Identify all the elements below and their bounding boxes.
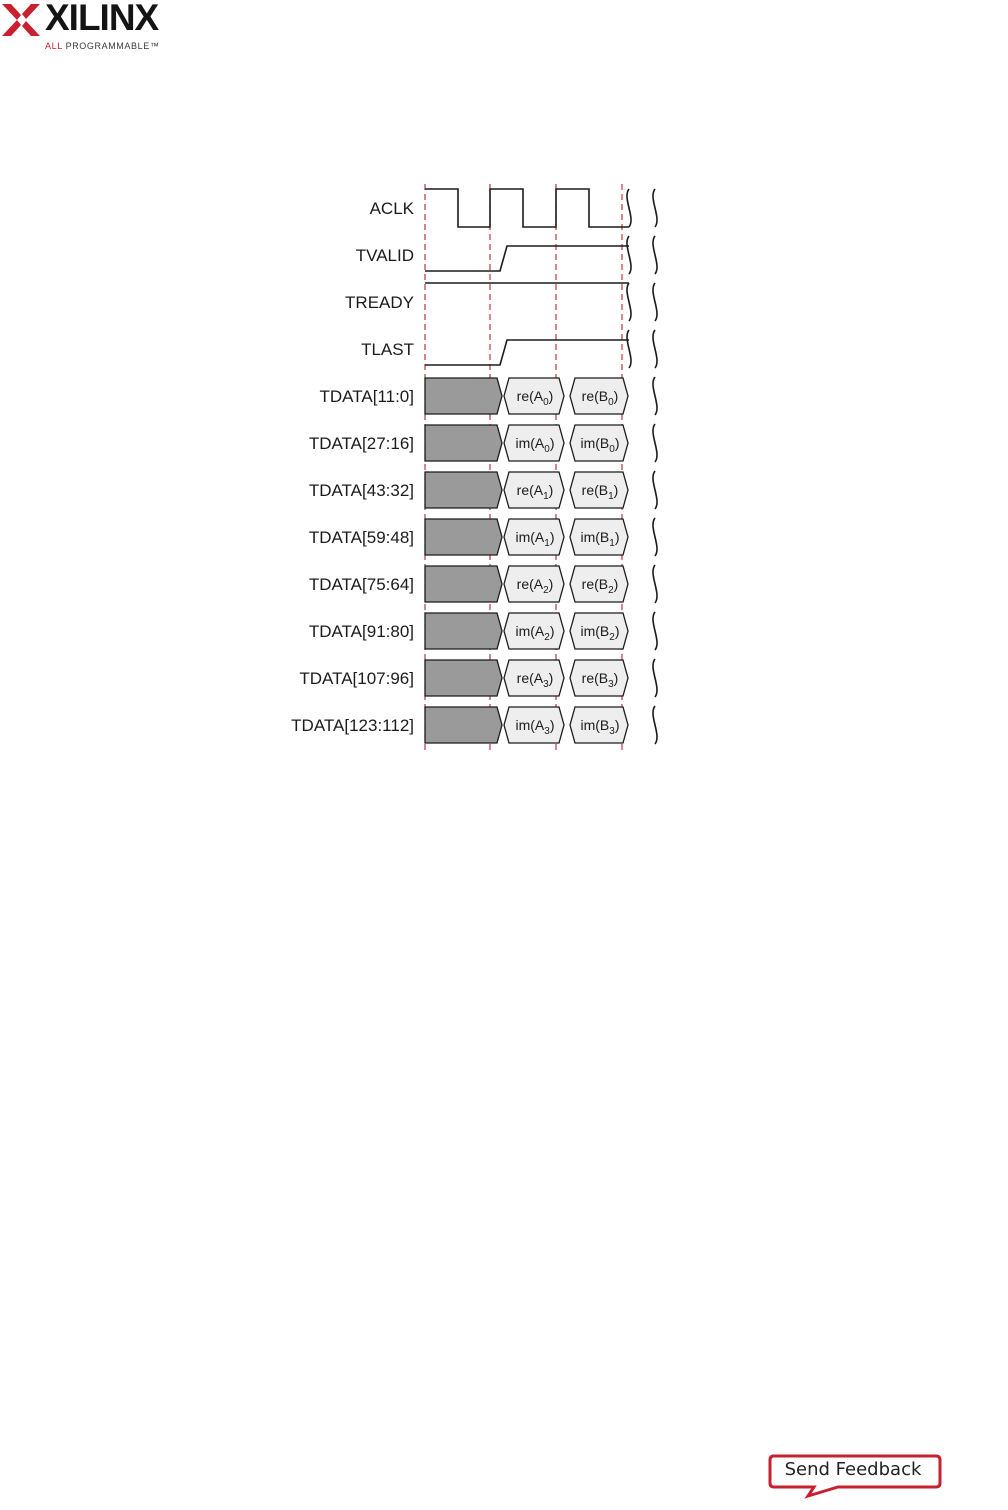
break-mark <box>653 189 657 227</box>
signal-label: TDATA[43:32] <box>308 481 414 500</box>
send-feedback-label: Send Feedback <box>784 1459 922 1480</box>
bus-cell-label: $im(A_0)$ <box>515 435 555 455</box>
bus-idle-segment <box>425 707 502 743</box>
break-mark <box>627 283 631 321</box>
break-mark <box>653 283 657 321</box>
break-mark <box>653 565 657 603</box>
bus-idle-segment <box>425 378 502 414</box>
break-mark <box>653 330 657 368</box>
break-mark <box>627 189 631 227</box>
bus-cell-label: $re(B_3)$ <box>581 670 619 690</box>
signal-label: TDATA[59:48] <box>308 528 414 547</box>
bus-cell-label: $im(B_3)$ <box>580 717 620 737</box>
break-mark <box>627 330 631 368</box>
break-mark <box>627 236 631 274</box>
bus-cell-label: $re(A_2)$ <box>516 576 554 596</box>
bus-cell-label: $im(A_2)$ <box>515 623 555 643</box>
break-mark <box>653 518 657 556</box>
clock-waveform <box>425 189 629 227</box>
tagline-rest: PROGRAMMABLE <box>62 41 150 51</box>
bus-cell-label: $im(B_2)$ <box>580 623 620 643</box>
bus-idle-segment <box>425 519 502 555</box>
trademark: ™ <box>149 41 160 51</box>
break-mark <box>653 612 657 650</box>
signal-label: ACLK <box>369 199 414 218</box>
bus-cell-label: $re(B_2)$ <box>581 576 619 596</box>
signal-label: TVALID <box>355 246 414 265</box>
brand-name: XILINX <box>45 0 159 38</box>
signal-label: TDATA[27:16] <box>308 434 414 453</box>
bus-cell-label: $im(A_1)$ <box>515 529 555 549</box>
signal-label: TDATA[107:96] <box>299 669 414 688</box>
signal-label: TDATA[75:64] <box>308 575 414 594</box>
break-mark <box>653 659 657 697</box>
bus-idle-segment <box>425 660 502 696</box>
break-mark <box>653 377 657 415</box>
break-mark <box>653 424 657 462</box>
bus-cell-label: $im(A_3)$ <box>515 717 555 737</box>
bus-cell-label: $im(B_1)$ <box>580 529 620 549</box>
signal-label: TDATA[123:112] <box>291 716 414 735</box>
tagline-accent: ALL <box>45 41 63 51</box>
tvalid-waveform <box>425 246 629 271</box>
bus-cell-label: $re(A_3)$ <box>516 670 554 690</box>
send-feedback-button[interactable] <box>768 1454 942 1500</box>
break-mark <box>653 471 657 509</box>
tlast-waveform <box>425 340 629 365</box>
bus-cell-label: $re(A_0)$ <box>516 388 554 408</box>
bus-idle-segment <box>425 566 502 602</box>
signal-label: TDATA[91:80] <box>308 622 414 641</box>
bus-idle-segment <box>425 472 502 508</box>
break-mark <box>653 236 657 274</box>
bus-cell-label: $im(B_0)$ <box>580 435 620 455</box>
bus-cell-label: $re(B_0)$ <box>581 388 619 408</box>
bus-cell-label: $re(A_1)$ <box>516 482 554 502</box>
signal-label: TREADY <box>345 293 414 312</box>
signal-label: TDATA[11:0] <box>319 387 414 406</box>
signal-label: TLAST <box>361 340 414 359</box>
bus-idle-segment <box>425 613 502 649</box>
break-mark <box>653 706 657 744</box>
bus-idle-segment <box>425 425 502 461</box>
bus-cell-label: $re(B_1)$ <box>581 482 619 502</box>
